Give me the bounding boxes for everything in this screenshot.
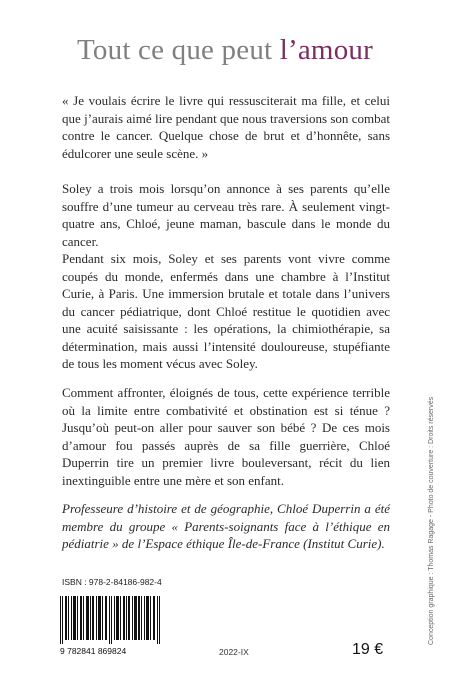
author-quote: « Je voulais écrire le livre qui ressusciterait ma fille, et celui que j’aurais aimé lire pendant que nous traversions son combat contre le cancer. Quelque chose de brut et d’honnête, sans édulcorer une seule scène. » [62, 93, 390, 161]
synopsis-paragraph-1: Soley a trois mois lorsqu’on annonce à ses parents qu’elle souffre d’une tumeur au cerveau très rare. À seulement vingt-quatre ans, Chloé, jeune maman, bascule dans le monde du cancer. [62, 181, 390, 249]
barcode-graphic [56, 596, 168, 644]
synopsis-paragraph-2: Pendant six mois, Soley et ses parents vont vivre comme coupés du monde, enfermés dans une chambre à l’Institut Curie, à Paris. Une immersion brutale et totale dans l’univers du cancer pédiatrique, dont Chloé restitue le quotidien avec une acuité saisissante : les opérations, la chimiothérapie, sa détermination, mais aussi l’intensité douloureuse, stupéfiante de tous les moment vécus avec Soley. [62, 251, 390, 371]
synopsis-paragraph-3: Comment affronter, éloignés de tous, cette expérience terrible où la limite entre combativité et obstination est si ténue ? Jusqu’où peut-on aller pour sauver son bébé ? De ces mois d’amour fou passés auprès de sa fille guerrière, Chloé Duperrin tire un premier livre bouleversant, récit du lien inextinguible entre une mère et son enfant. [62, 385, 390, 488]
price-label: 19 € [352, 641, 384, 658]
author-bio: Professeure d’histoire et de géographie, Chloé Duperrin a été membre du groupe « Parents-soignants face à l’éthique en pédiatrie » de l’Espace éthique Île-de-France (Institut Curie). [62, 501, 390, 551]
edition-code: 2022-IX [219, 647, 249, 657]
book-title-main: Tout ce que peut [77, 34, 280, 66]
barcode-number: 9 782841 869824 [60, 646, 127, 656]
design-credits: Conception graphique : Thomas Ragage - Photo de couverture : Droits réservés [428, 396, 435, 645]
book-title [0, 34, 450, 67]
barcode-image [56, 596, 168, 644]
isbn-label: ISBN : 978-2-84186-982-4 [62, 577, 162, 587]
book-title-accent: l’amour [279, 34, 373, 66]
